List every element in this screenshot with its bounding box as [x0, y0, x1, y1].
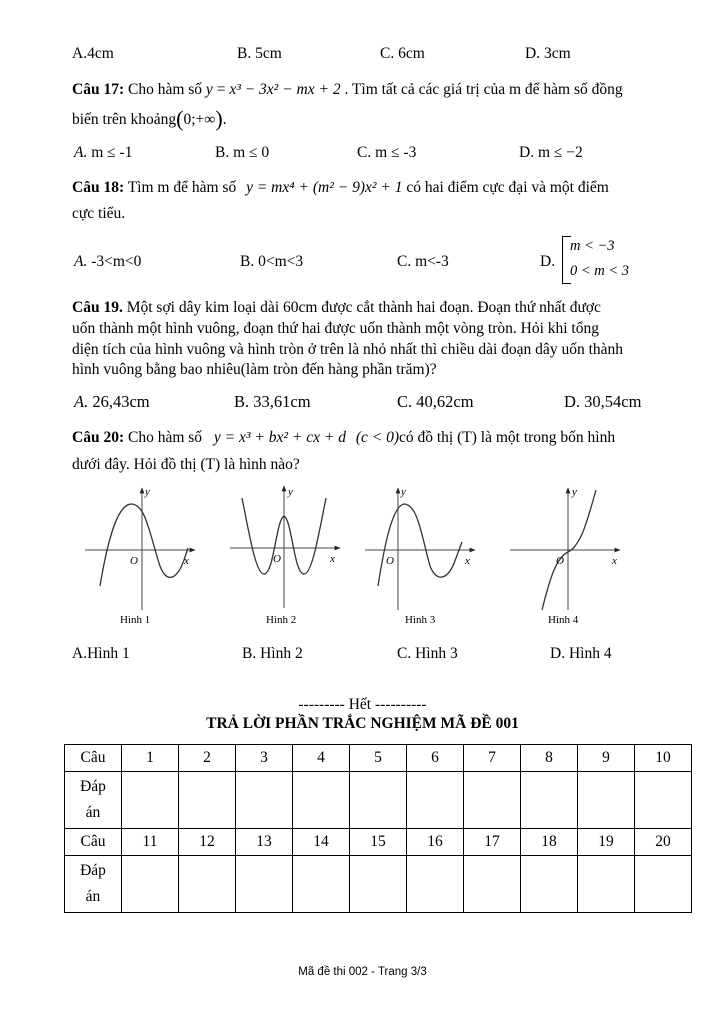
graph-1-curve	[100, 504, 188, 586]
q17-line2-end: .	[222, 111, 227, 128]
q17-option-d: D. m ≤ −2	[519, 144, 583, 161]
q20-text-before: Cho hàm số	[127, 429, 203, 446]
graph-1-y-label: y	[145, 486, 150, 498]
q17-option-a	[74, 144, 132, 162]
answer-table-row-questions-2	[65, 829, 692, 856]
q17-text-after: . Tìm tất cả các giá trị của m để hàm số đồng	[344, 81, 623, 98]
q19-option-d: D. 30,54cm	[564, 392, 642, 411]
q20-graphs	[70, 478, 660, 633]
answer-cell[interactable]	[293, 772, 350, 829]
graph-4	[510, 486, 620, 626]
question-number: 9	[578, 745, 635, 772]
graph-2-caption: Hình 2	[266, 614, 297, 626]
row-label-answer	[65, 772, 122, 829]
graph-1	[85, 486, 195, 626]
row-label-answer-line1: Đáp	[80, 862, 106, 879]
q18-option-b: B. 0<m<3	[240, 253, 304, 270]
question-number: 14	[293, 829, 350, 856]
question-number: 1	[122, 745, 179, 772]
q18-label: Câu 18:	[72, 179, 125, 196]
answer-cell[interactable]	[122, 772, 179, 829]
q18-formula: y = mx⁴ + (m² − 9)x² + 1	[246, 179, 403, 196]
question-number: 8	[521, 745, 578, 772]
graph-1-x-label: x	[184, 555, 189, 567]
q20-option-d: D. Hình 4	[550, 645, 612, 662]
q17-formula-y: y	[205, 81, 213, 98]
graph-2	[230, 486, 340, 626]
q17-label: Câu 17:	[72, 81, 125, 98]
end-marker: --------- Hết ----------	[298, 696, 427, 713]
graph-3-origin-label: O	[386, 555, 394, 567]
q20-text-after: có đồ thị (T) là một trong bốn hình	[399, 429, 616, 446]
answer-cell[interactable]	[578, 856, 635, 913]
q18-option-d-line2: 0 < m < 3	[570, 263, 630, 279]
question-number: 12	[179, 829, 236, 856]
q17-option-a-text: m ≤ -1	[87, 144, 133, 161]
answer-table-row-answers-2	[65, 856, 692, 913]
answer-cell[interactable]	[464, 772, 521, 829]
q20-formula: y = x³ + bx² + cx + d	[213, 429, 346, 446]
answer-cell[interactable]	[122, 856, 179, 913]
graph-2-y-label: y	[288, 486, 293, 498]
q19-line3: diện tích của hình vuông và hình tròn ở trên là nhỏ nhất thì chiều dài đoạn dây uốn thành	[72, 341, 623, 358]
q19-option-b: B. 33,61cm	[234, 392, 311, 411]
question-number: 17	[464, 829, 521, 856]
answer-cell[interactable]	[578, 772, 635, 829]
q17-line2: biến trên khoảng(0;+∞).	[72, 106, 227, 131]
q18-option-d-prefix: D.	[540, 253, 556, 270]
q18-option-a-text: -3<m<0	[87, 253, 142, 270]
question-number: 19	[578, 829, 635, 856]
answer-cell[interactable]	[521, 856, 578, 913]
question-number: 20	[635, 829, 692, 856]
q19-option-c: C. 40,62cm	[397, 392, 474, 411]
q17-option-a-prefix: A.	[74, 144, 88, 161]
answer-cell[interactable]	[464, 856, 521, 913]
graph-1-origin-label: O	[130, 555, 138, 567]
question-number: 5	[350, 745, 407, 772]
row-label-answer	[65, 856, 122, 913]
q16-option-b: B. 5cm	[237, 45, 282, 62]
question-number: 7	[464, 745, 521, 772]
answer-cell[interactable]	[635, 772, 692, 829]
q17-option-c: C. m ≤ -3	[357, 144, 417, 161]
q20-option-b: B. Hình 2	[242, 645, 303, 662]
graph-4-origin-label: O	[556, 555, 564, 567]
graph-1-caption: Hình 1	[120, 614, 151, 626]
answer-cell[interactable]	[521, 772, 578, 829]
q18-line1	[72, 179, 609, 197]
graph-4-x-label: x	[612, 555, 617, 567]
graph-3-curve	[378, 504, 462, 586]
graph-3-x-label: x	[465, 555, 470, 567]
question-number: 18	[521, 829, 578, 856]
question-number: 13	[236, 829, 293, 856]
question-number: 3	[236, 745, 293, 772]
graph-3	[365, 486, 475, 626]
q20-option-a: A.Hình 1	[72, 645, 130, 662]
q17-formula: x³ − 3x² − mx + 2	[229, 81, 341, 98]
q17-line1	[72, 81, 623, 99]
row-label-question: Câu	[65, 829, 122, 856]
q19-line2: uốn thành một hình vuông, đoạn thứ hai được uốn thành một vòng tròn. Hỏi khi tổng	[72, 320, 599, 337]
answer-cell[interactable]	[236, 856, 293, 913]
q20-line2: dưới đây. Hỏi đồ thị (T) là hình nào?	[72, 456, 300, 473]
q16-option-a: A.4cm	[72, 45, 114, 62]
q18-text-before: Tìm m để hàm số	[127, 179, 237, 196]
q18-line2: cực tiểu.	[72, 205, 126, 222]
answer-cell[interactable]	[350, 856, 407, 913]
question-number: 15	[350, 829, 407, 856]
answer-table-row-questions-1	[65, 745, 692, 772]
graph-3-caption: Hình 3	[405, 614, 436, 626]
q17-interval: 0;+∞	[183, 111, 216, 128]
page-footer: Mã đề thi 002 - Trang 3/3	[298, 966, 427, 978]
q17-line2-text: biến trên khoảng	[72, 111, 177, 128]
q19-line4: hình vuông bằng bao nhiêu(làm tròn đến hàng phần trăm)?	[72, 361, 437, 378]
answer-cell[interactable]	[179, 772, 236, 829]
q18-option-c: C. m<-3	[397, 253, 449, 270]
answer-cell[interactable]	[350, 772, 407, 829]
question-number: 16	[407, 829, 464, 856]
q17-text-before: Cho hàm số	[127, 81, 203, 98]
q20-line1	[72, 429, 615, 447]
row-label-answer-line2: án	[85, 804, 101, 821]
q17-formula-eq: =	[212, 81, 230, 98]
graph-3-y-label: y	[401, 486, 406, 498]
answer-cell[interactable]	[179, 856, 236, 913]
q18-option-a-prefix: A.	[74, 253, 88, 270]
q19-option-a	[74, 392, 150, 412]
q20-label: Câu 20:	[72, 429, 125, 446]
graph-4-y-label: y	[572, 486, 577, 498]
question-number: 6	[407, 745, 464, 772]
q17-option-b: B. m ≤ 0	[215, 144, 270, 161]
answer-table-row-answers-1	[65, 772, 692, 829]
row-label-question: Câu	[65, 745, 122, 772]
q16-option-d: D. 3cm	[525, 45, 571, 62]
q19-line1	[72, 299, 601, 317]
q19-option-a-prefix: A.	[74, 392, 89, 411]
question-number: 4	[293, 745, 350, 772]
question-number: 11	[122, 829, 179, 856]
row-label-answer-line1: Đáp	[80, 778, 106, 795]
answer-title: TRẢ LỜI PHẦN TRẮC NGHIỆM MÃ ĐỀ 001	[206, 715, 519, 732]
q19-option-a-text: 26,43cm	[88, 392, 150, 411]
question-number: 2	[179, 745, 236, 772]
answer-cell[interactable]	[293, 856, 350, 913]
q18-option-d-line1: m < −3	[570, 238, 615, 254]
answer-cell[interactable]	[635, 856, 692, 913]
q20-option-c: C. Hình 3	[397, 645, 458, 662]
q18-text-after: có hai điểm cực đại và một điểm	[406, 179, 609, 196]
answer-table	[64, 744, 692, 913]
question-number: 10	[635, 745, 692, 772]
q19-label: Câu 19.	[72, 299, 123, 316]
answer-cell[interactable]	[407, 856, 464, 913]
q18-option-a	[74, 253, 141, 271]
q19-line1-text: Một sợi dây kim loại dài 60cm được cắt thành hai đoạn. Đoạn thứ nhất được	[126, 299, 601, 316]
answer-cell[interactable]	[407, 772, 464, 829]
graph-2-x-label: x	[330, 553, 335, 565]
row-label-answer-line2: án	[85, 888, 101, 905]
q16-option-c: C. 6cm	[380, 45, 425, 62]
graph-4-caption: Hình 4	[548, 614, 579, 626]
q20-condition: (c < 0)	[355, 429, 399, 446]
graph-2-origin-label: O	[273, 553, 281, 565]
answer-cell[interactable]	[236, 772, 293, 829]
